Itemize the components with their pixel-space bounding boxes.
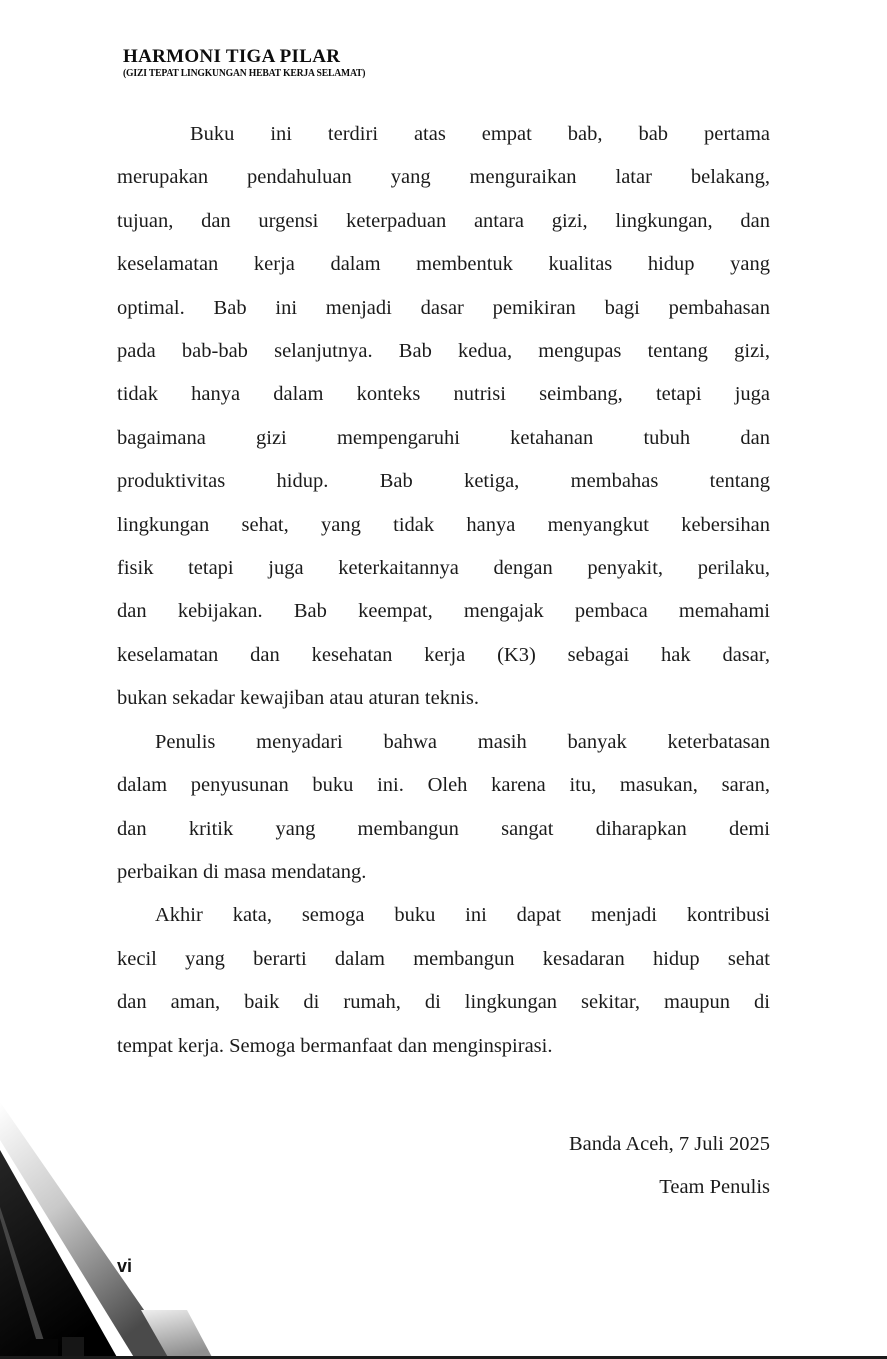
body-line: lingkungan sehat, yang tidak hanya menyangkut kebersihan [117,513,770,536]
body-line: fisik tetapi juga keterkaitannya dengan penyakit, perilaku, [117,557,770,580]
body-line: dan kritik yang membangun sangat diharapkan demi [117,817,770,840]
preface-paragraph-2 [117,721,770,895]
body-line: bagaimana gizi mempengaruhi ketahanan tubuh dan [117,426,770,449]
body-line: dan aman, baik di rumah, di lingkungan sekitar, maupun di [117,991,770,1014]
body-line: tujuan, dan urgensi keterpaduan antara gizi, lingkungan, dan [117,209,770,232]
book-title: HARMONI TIGA PILAR [123,46,341,67]
book-subtitle: (GIZI TEPAT LINGKUNGAN HEBAT KERJA SELAMAT) [123,68,366,79]
body-line: kecil yang berarti dalam membangun kesadaran hidup sehat [117,947,770,970]
signoff-place-date: Banda Aceh, 7 Juli 2025 [569,1133,770,1155]
body-line: dan kebijakan. Bab keempat, mengajak pembaca memahami [117,600,770,623]
preface-paragraph-3 [117,894,770,1068]
corner-decoration [0,1087,230,1359]
page-number: vi [117,1256,133,1276]
body-line: produktivitas hidup. Bab ketiga, membahas tentang [117,470,770,493]
body-line: tidak hanya dalam konteks nutrisi seimbang, tetapi juga [117,383,770,406]
preface-paragraph-1 [117,113,770,721]
body-line: tempat kerja. Semoga bermanfaat dan menginspirasi. [117,1034,553,1057]
body-line: Akhir kata, semoga buku ini dapat menjadi kontribusi [155,904,770,927]
body-line: merupakan pendahuluan yang menguraikan latar belakang, [117,166,770,189]
signoff-author: Team Penulis [659,1176,770,1199]
body-line: Buku ini terdiri atas empat bab, bab pertama [190,123,770,145]
body-line: pada bab-bab selanjutnya. Bab kedua, mengupas tentang gizi, [117,340,770,363]
body-line: keselamatan dan kesehatan kerja (K3) sebagai hak dasar, [117,643,770,666]
body-line: keselamatan kerja dalam membentuk kualitas hidup yang [117,253,770,276]
page-header [123,46,386,80]
body-line: dalam penyusunan buku ini. Oleh karena itu, masukan, saran, [117,774,770,797]
body-line: Penulis menyadari bahwa masih banyak keterbatasan [155,730,770,753]
body-line: bukan sekadar kewajiban atau aturan teknis. [117,687,480,710]
body-line: perbaikan di masa mendatang. [117,860,367,883]
body-line: optimal. Bab ini menjadi dasar pemikiran bagi pembahasan [117,296,770,319]
preface-body [117,113,770,1068]
